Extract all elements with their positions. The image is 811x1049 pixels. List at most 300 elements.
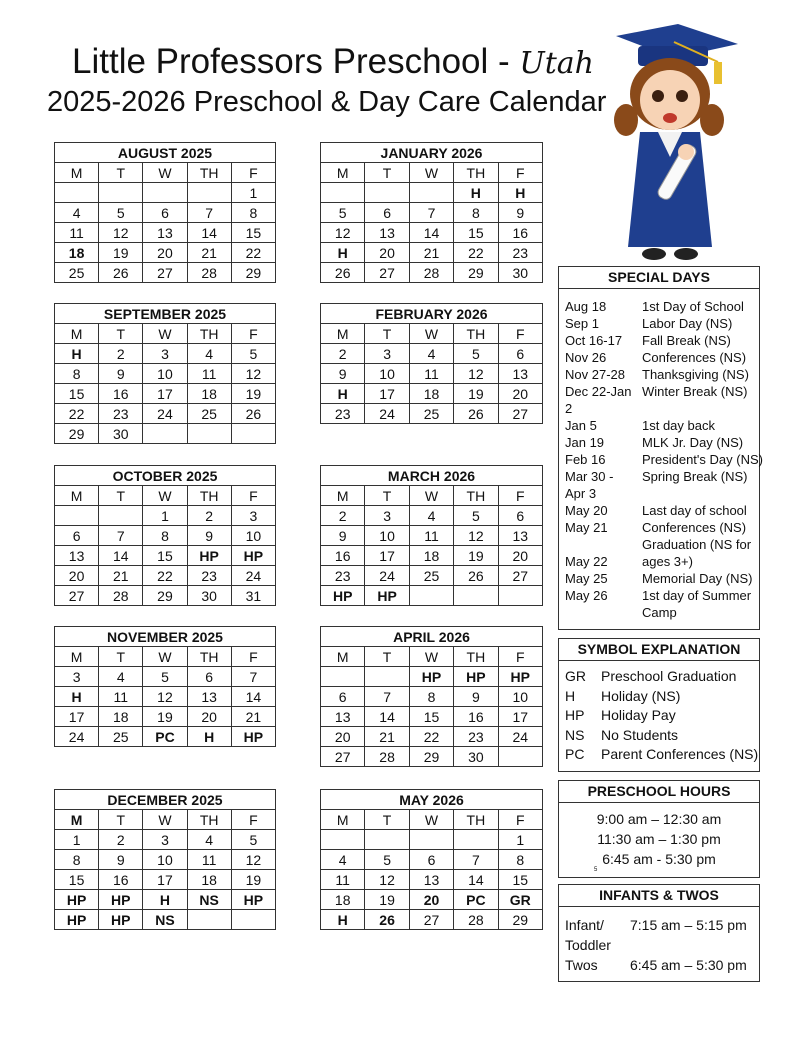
day-cell: 21: [231, 707, 275, 727]
day-header: M: [321, 163, 365, 183]
day-cell: 8: [55, 850, 99, 870]
graduate-girl-illustration: [608, 22, 743, 267]
special-day-description: Spring Break (NS): [642, 469, 748, 484]
day-cell: 20: [365, 243, 409, 263]
week-row: [55, 364, 276, 384]
day-cell: 8: [55, 364, 99, 384]
day-cell: 4: [99, 667, 143, 687]
day-cell: H: [498, 183, 542, 203]
day-header: M: [321, 324, 365, 344]
day-cell: 29: [454, 263, 498, 283]
day-cell: 9: [321, 364, 365, 384]
day-cell: 26: [365, 910, 409, 930]
day-cell: [187, 183, 231, 203]
day-cell: 26: [231, 404, 275, 424]
special-day-item: [559, 468, 759, 485]
symbol-code: H: [565, 687, 576, 704]
special-day-date: Nov 27-28: [565, 367, 625, 382]
day-cell: 21: [409, 243, 453, 263]
calendar-december-2025: [54, 789, 276, 930]
day-cell: 11: [187, 364, 231, 384]
day-cell: 21: [365, 727, 409, 747]
day-cell: 4: [409, 506, 453, 526]
hours-line: 11:30 am – 1:30 pm: [597, 831, 721, 847]
day-cell: HP: [409, 667, 453, 687]
day-cell: 12: [231, 850, 275, 870]
symbol-item: [559, 687, 759, 707]
day-header: M: [321, 810, 365, 830]
day-cell: HP: [55, 890, 99, 910]
day-cell: H: [454, 183, 498, 203]
week-row: [55, 890, 276, 910]
day-cell: HP: [231, 890, 275, 910]
special-day-item: [559, 366, 759, 383]
infants-twos-box: [558, 884, 760, 982]
day-cell: 19: [143, 707, 187, 727]
day-cell: 12: [321, 223, 365, 243]
week-row: [321, 687, 543, 707]
week-row: [321, 203, 543, 223]
day-header: M: [55, 486, 99, 506]
day-cell: 15: [143, 546, 187, 566]
day-cell: [498, 586, 542, 606]
day-cell: 13: [321, 707, 365, 727]
infant-toddler-row: [559, 915, 759, 935]
symbol-item: [559, 706, 759, 726]
day-cell: 12: [454, 364, 498, 384]
day-header: M: [321, 647, 365, 667]
day-cell: 10: [365, 526, 409, 546]
toddler-row: [559, 935, 759, 955]
day-cell: GR: [498, 890, 542, 910]
day-cell: PC: [454, 890, 498, 910]
day-cell: 19: [365, 890, 409, 910]
symbol-code: PC: [565, 746, 585, 762]
day-cell: 17: [365, 546, 409, 566]
day-header: F: [498, 486, 542, 506]
day-cell: HP: [498, 667, 542, 687]
day-cell: 24: [365, 404, 409, 424]
week-row: [55, 870, 276, 890]
day-cell: 27: [321, 747, 365, 767]
day-cell: 10: [143, 364, 187, 384]
day-cell: [321, 830, 365, 850]
day-cell: 30: [99, 424, 143, 444]
day-header: M: [55, 647, 99, 667]
day-header: W: [409, 810, 453, 830]
day-header: W: [143, 486, 187, 506]
day-cell: 26: [321, 263, 365, 283]
day-cell: 18: [187, 384, 231, 404]
day-cell: 5: [231, 830, 275, 850]
special-day-item: [559, 587, 759, 604]
week-row: [321, 870, 543, 890]
infant-time: 7:15 am – 5:15 pm: [630, 917, 747, 933]
day-cell: 18: [409, 384, 453, 404]
day-cell: 11: [55, 223, 99, 243]
day-cell: 24: [231, 566, 275, 586]
day-cell: 19: [231, 384, 275, 404]
day-cell: H: [321, 243, 365, 263]
special-day-description: Conferences (NS): [642, 350, 747, 365]
month-name: NOVEMBER 2025: [55, 627, 276, 647]
day-header: T: [99, 324, 143, 344]
day-cell: 8: [498, 850, 542, 870]
day-cell: 30: [498, 263, 542, 283]
day-cell: NS: [187, 890, 231, 910]
day-cell: 6: [365, 203, 409, 223]
calendar-august-2025: [54, 142, 276, 283]
day-header: T: [99, 163, 143, 183]
special-day-item: [559, 434, 759, 451]
calendar-april-2026: [320, 626, 543, 767]
symbol-description: Parent Conferences (NS): [601, 746, 759, 762]
day-cell: 17: [143, 870, 187, 890]
day-cell: 9: [498, 203, 542, 223]
day-cell: 13: [365, 223, 409, 243]
day-cell: 6: [498, 344, 542, 364]
day-cell: 12: [143, 687, 187, 707]
day-cell: 11: [99, 687, 143, 707]
day-cell: 28: [454, 910, 498, 930]
symbol-explanation-title: SYMBOL EXPLANATION: [559, 639, 759, 661]
special-day-date: Jan 5: [565, 418, 597, 433]
week-row: [55, 566, 276, 586]
day-cell: [321, 667, 365, 687]
day-cell: 23: [321, 404, 365, 424]
day-cell: 8: [143, 526, 187, 546]
day-cell: [143, 183, 187, 203]
day-header: W: [143, 810, 187, 830]
day-cell: H: [55, 687, 99, 707]
week-row: [321, 404, 543, 424]
day-cell: 22: [231, 243, 275, 263]
hours-footnote: 5: [594, 867, 598, 873]
day-cell: 19: [454, 384, 498, 404]
calendar-november-2025: [54, 626, 276, 747]
week-row: [55, 586, 276, 606]
day-cell: 18: [99, 707, 143, 727]
twos-row: [559, 955, 759, 975]
week-row: [55, 850, 276, 870]
special-day-date: May 20: [565, 503, 608, 518]
special-day-date: May 21: [565, 520, 608, 535]
week-row: [55, 404, 276, 424]
day-cell: 27: [498, 566, 542, 586]
day-cell: 25: [187, 404, 231, 424]
preschool-hours-title: PRESCHOOL HOURS: [559, 781, 759, 803]
day-cell: 4: [409, 344, 453, 364]
day-cell: 24: [143, 404, 187, 424]
day-cell: 16: [454, 707, 498, 727]
day-header: W: [409, 163, 453, 183]
week-row: [55, 830, 276, 850]
week-row: [321, 243, 543, 263]
special-day-description: 1st day back: [642, 418, 715, 433]
day-cell: HP: [365, 586, 409, 606]
day-cell: 7: [187, 203, 231, 223]
day-cell: 24: [365, 566, 409, 586]
symbol-item: [559, 745, 759, 765]
special-days-list: [559, 289, 763, 621]
day-cell: 7: [454, 850, 498, 870]
day-cell: 7: [409, 203, 453, 223]
special-day-item: [559, 536, 759, 553]
day-cell: 22: [55, 404, 99, 424]
day-cell: 14: [365, 707, 409, 727]
day-cell: [365, 667, 409, 687]
special-day-date: May 26: [565, 588, 608, 603]
symbol-description: Preschool Graduation: [601, 668, 737, 684]
special-day-item: [559, 417, 759, 434]
day-cell: 9: [99, 850, 143, 870]
symbol-description: No Students: [601, 726, 679, 743]
week-row: [321, 586, 543, 606]
day-cell: 3: [365, 344, 409, 364]
day-cell: 16: [99, 384, 143, 404]
week-row: [321, 384, 543, 404]
day-cell: 8: [454, 203, 498, 223]
special-day-date: Aug 18: [565, 299, 607, 314]
calendar-october-2025: [54, 465, 276, 606]
special-day-date: Apr 3: [565, 486, 597, 501]
special-day-description: Labor Day (NS): [642, 316, 733, 331]
day-cell: 29: [55, 424, 99, 444]
day-header: F: [231, 486, 275, 506]
day-cell: [498, 747, 542, 767]
week-row: [321, 263, 543, 283]
day-cell: 21: [187, 243, 231, 263]
day-cell: [99, 183, 143, 203]
day-cell: [321, 183, 365, 203]
special-day-description: Winter Break (NS): [642, 384, 748, 399]
day-cell: 27: [55, 586, 99, 606]
day-cell: 9: [454, 687, 498, 707]
day-cell: 13: [187, 687, 231, 707]
day-cell: 29: [231, 263, 275, 283]
day-cell: [409, 183, 453, 203]
day-cell: 4: [187, 344, 231, 364]
day-cell: 11: [321, 870, 365, 890]
month-name: FEBRUARY 2026: [321, 304, 543, 324]
special-day-item: [559, 604, 759, 621]
day-cell: [55, 183, 99, 203]
day-cell: 1: [498, 830, 542, 850]
day-cell: 8: [409, 687, 453, 707]
day-cell: 20: [409, 890, 453, 910]
day-cell: [454, 586, 498, 606]
day-cell: 3: [231, 506, 275, 526]
week-row: [321, 747, 543, 767]
toddler-label: Toddler: [565, 937, 611, 953]
special-day-item: [559, 315, 759, 332]
hours-line: 9:00 am – 12:30 am: [596, 811, 722, 827]
day-cell: 30: [187, 586, 231, 606]
day-cell: 5: [454, 344, 498, 364]
day-header: F: [498, 324, 542, 344]
day-header: M: [55, 810, 99, 830]
day-cell: 14: [187, 223, 231, 243]
special-day-item: [559, 485, 759, 502]
day-cell: 5: [99, 203, 143, 223]
day-cell: 4: [55, 203, 99, 223]
day-header: F: [498, 647, 542, 667]
day-header: W: [143, 647, 187, 667]
special-day-item: [559, 400, 759, 417]
week-row: [55, 727, 276, 747]
day-cell: 15: [231, 223, 275, 243]
day-cell: 5: [231, 344, 275, 364]
day-cell: 13: [143, 223, 187, 243]
day-cell: 6: [498, 506, 542, 526]
special-days-box: [558, 266, 763, 630]
special-day-date: May 22: [565, 554, 608, 569]
day-header: F: [498, 810, 542, 830]
day-cell: 13: [55, 546, 99, 566]
day-header: T: [99, 486, 143, 506]
week-row: [321, 566, 543, 586]
day-cell: 6: [409, 850, 453, 870]
school-title: [72, 42, 594, 82]
day-cell: 10: [231, 526, 275, 546]
infants-twos-title: INFANTS & TWOS: [559, 885, 759, 907]
calendar-march-2026: [320, 465, 543, 606]
day-cell: 25: [409, 566, 453, 586]
infant-label: Infant/: [565, 917, 604, 933]
day-cell: 17: [143, 384, 187, 404]
day-cell: 29: [498, 910, 542, 930]
day-cell: H: [321, 910, 365, 930]
day-cell: 15: [454, 223, 498, 243]
day-cell: [365, 183, 409, 203]
week-row: [55, 223, 276, 243]
day-cell: 25: [55, 263, 99, 283]
day-cell: 24: [498, 727, 542, 747]
week-row: [321, 223, 543, 243]
day-header: T: [365, 810, 409, 830]
day-cell: 31: [231, 586, 275, 606]
day-cell: HP: [55, 910, 99, 930]
week-row: [321, 506, 543, 526]
week-row: [321, 183, 543, 203]
day-cell: 22: [409, 727, 453, 747]
day-cell: 18: [321, 890, 365, 910]
week-row: [321, 910, 543, 930]
day-cell: 5: [321, 203, 365, 223]
day-cell: 28: [409, 263, 453, 283]
special-day-date: Oct 16-17: [565, 333, 623, 348]
month-name: SEPTEMBER 2025: [55, 304, 276, 324]
day-cell: 12: [454, 526, 498, 546]
special-day-description: Fall Break (NS): [642, 333, 731, 348]
day-header: T: [365, 647, 409, 667]
month-name: MAY 2026: [321, 790, 543, 810]
day-cell: 13: [409, 870, 453, 890]
week-row: [55, 506, 276, 526]
special-day-date: Nov 26: [565, 350, 607, 365]
day-cell: 27: [365, 263, 409, 283]
day-cell: [365, 830, 409, 850]
day-cell: 6: [55, 526, 99, 546]
day-cell: 16: [99, 870, 143, 890]
week-row: [55, 203, 276, 223]
week-row: [55, 546, 276, 566]
week-row: [55, 263, 276, 283]
day-cell: [409, 586, 453, 606]
symbol-item: [559, 726, 759, 746]
day-cell: 13: [498, 526, 542, 546]
week-row: [321, 707, 543, 727]
day-cell: 26: [99, 263, 143, 283]
day-cell: 10: [365, 364, 409, 384]
week-row: [321, 344, 543, 364]
day-cell: 14: [454, 870, 498, 890]
day-cell: 20: [55, 566, 99, 586]
day-cell: 23: [454, 727, 498, 747]
month-name: JANUARY 2026: [321, 143, 543, 163]
day-cell: [143, 424, 187, 444]
day-cell: 28: [187, 263, 231, 283]
special-day-description: MLK Jr. Day (NS): [642, 435, 744, 450]
day-header: W: [409, 324, 453, 344]
day-header: TH: [454, 163, 498, 183]
day-cell: 28: [99, 586, 143, 606]
calendar-may-2026: [320, 789, 543, 930]
day-header: W: [409, 486, 453, 506]
day-cell: 20: [498, 384, 542, 404]
day-cell: 14: [409, 223, 453, 243]
calendar-february-2026: [320, 303, 543, 424]
week-row: [55, 707, 276, 727]
day-cell: [409, 830, 453, 850]
day-cell: 8: [231, 203, 275, 223]
day-cell: [187, 424, 231, 444]
symbol-explanation-box: [558, 638, 760, 772]
day-cell: 30: [454, 747, 498, 767]
month-name: OCTOBER 2025: [55, 466, 276, 486]
week-row: [55, 384, 276, 404]
day-cell: 29: [143, 586, 187, 606]
day-cell: 11: [409, 364, 453, 384]
day-header: M: [321, 486, 365, 506]
day-header: TH: [187, 647, 231, 667]
day-cell: 10: [498, 687, 542, 707]
special-day-description: Last day of school: [642, 503, 747, 518]
week-row: [321, 546, 543, 566]
day-cell: 6: [187, 667, 231, 687]
week-row: [55, 910, 276, 930]
week-row: [55, 243, 276, 263]
day-cell: 17: [55, 707, 99, 727]
day-cell: 4: [187, 830, 231, 850]
day-cell: 1: [231, 183, 275, 203]
day-cell: PC: [143, 727, 187, 747]
day-header: W: [143, 163, 187, 183]
special-day-date: Sep 1: [565, 316, 599, 331]
special-day-item: [559, 298, 759, 315]
special-day-item: [559, 451, 763, 468]
day-header: F: [498, 163, 542, 183]
day-cell: 25: [99, 727, 143, 747]
day-cell: [187, 910, 231, 930]
day-cell: 2: [321, 344, 365, 364]
day-cell: 16: [498, 223, 542, 243]
day-cell: H: [187, 727, 231, 747]
symbol-code: GR: [565, 668, 586, 684]
day-cell: 15: [55, 870, 99, 890]
day-header: TH: [187, 810, 231, 830]
day-cell: HP: [454, 667, 498, 687]
